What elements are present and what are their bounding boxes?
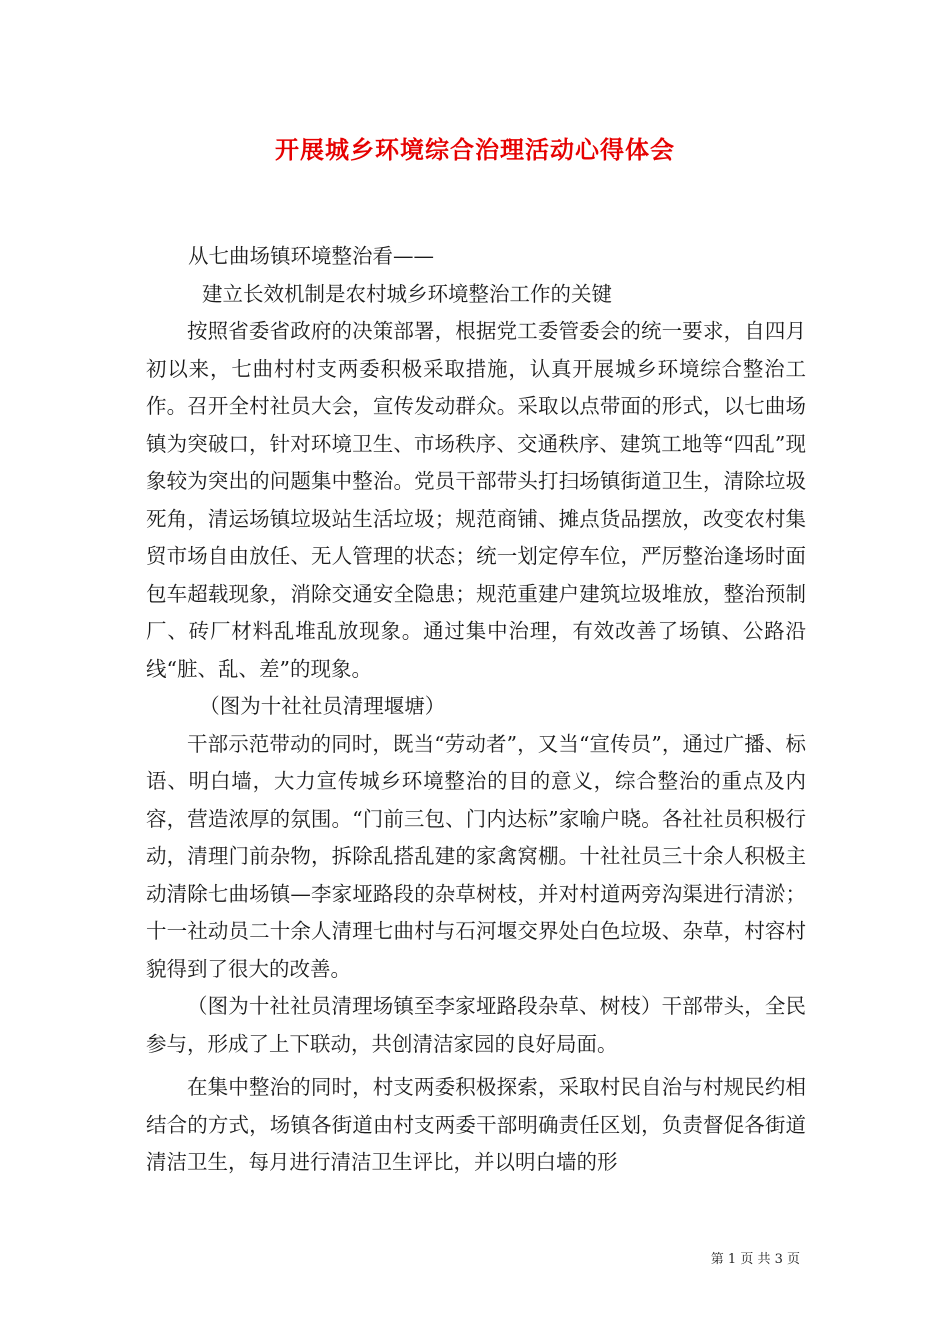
document-body [146, 238, 806, 1182]
paragraph-3: （图为十社社员清理场镇至李家垭路段杂草、树枝）干部带头，全民参与，形成了上下联动，共创清洁家园的良好局面。 [146, 994, 806, 1056]
paragraph-4: 在集中整治的同时，村支两委积极探索，采取村民自治与村规民约相结合的方式，场镇各街道由村支两委干部明确责任区划，负责督促各街道清洁卫生，每月进行清洁卫生评比，并以明白墙的形 [146, 1075, 806, 1174]
subheading-2: 建立长效机制是农村城乡环境整治工作的关键 [202, 281, 612, 306]
paragraph-1: 按照省委省政府的决策部署，根据党工委管委会的统一要求，自四月初以来，七曲村村支两委积极采取措施，认真开展城乡环境综合整治工作。召开全村社员大会，宣传发动群众。采取以点带面的形式，以七曲场镇为突破口，针对环境卫生、市场秩序、交通秩序、建筑工地等“四乱”现象较为突出的问题集中整治。党员干部带头打扫场镇街道卫生，清除垃圾死角，清运场镇垃圾站生活垃圾；规范商铺、摊点货品摆放，改变农村集贸市场自由放任、无人管理的状态；统一划定停车位，严厉整治逢场时面包车超载现象，消除交通安全隐患；规范重建户建筑垃圾堆放，整治预制厂、砖厂材料乱堆乱放现象。通过集中治理，有效改善了场镇、公路沿线“脏、乱、差”的现象。 [146, 319, 806, 681]
paragraph-2: 干部示范带动的同时，既当“劳动者”，又当“宣传员”，通过广播、标语、明白墙，大力宣传城乡环境整治的目的意义，综合整治的重点及内容，营造浓厚的氛围。“门前三包、门内达标”家喻户晓。各社社员积极行动，清理门前杂物，拆除乱搭乱建的家禽窝棚。十社社员三十余人积极主动清除七曲场镇—李家垭路段的杂草树枝，并对村道两旁沟渠进行清淤；十一社动员二十余人清理七曲村与石河堰交界处白色垃圾、杂草，村容村貌得到了很大的改善。 [146, 731, 806, 981]
document-title: 开展城乡环境综合治理活动心得体会 [275, 135, 675, 164]
subheading-1: 从七曲场镇环境整治看—— [188, 244, 434, 268]
photo-caption-1: （图为十社社员清理堰塘） [199, 694, 446, 718]
page-number: 第 1 页 共 3 页 [710, 1252, 800, 1267]
